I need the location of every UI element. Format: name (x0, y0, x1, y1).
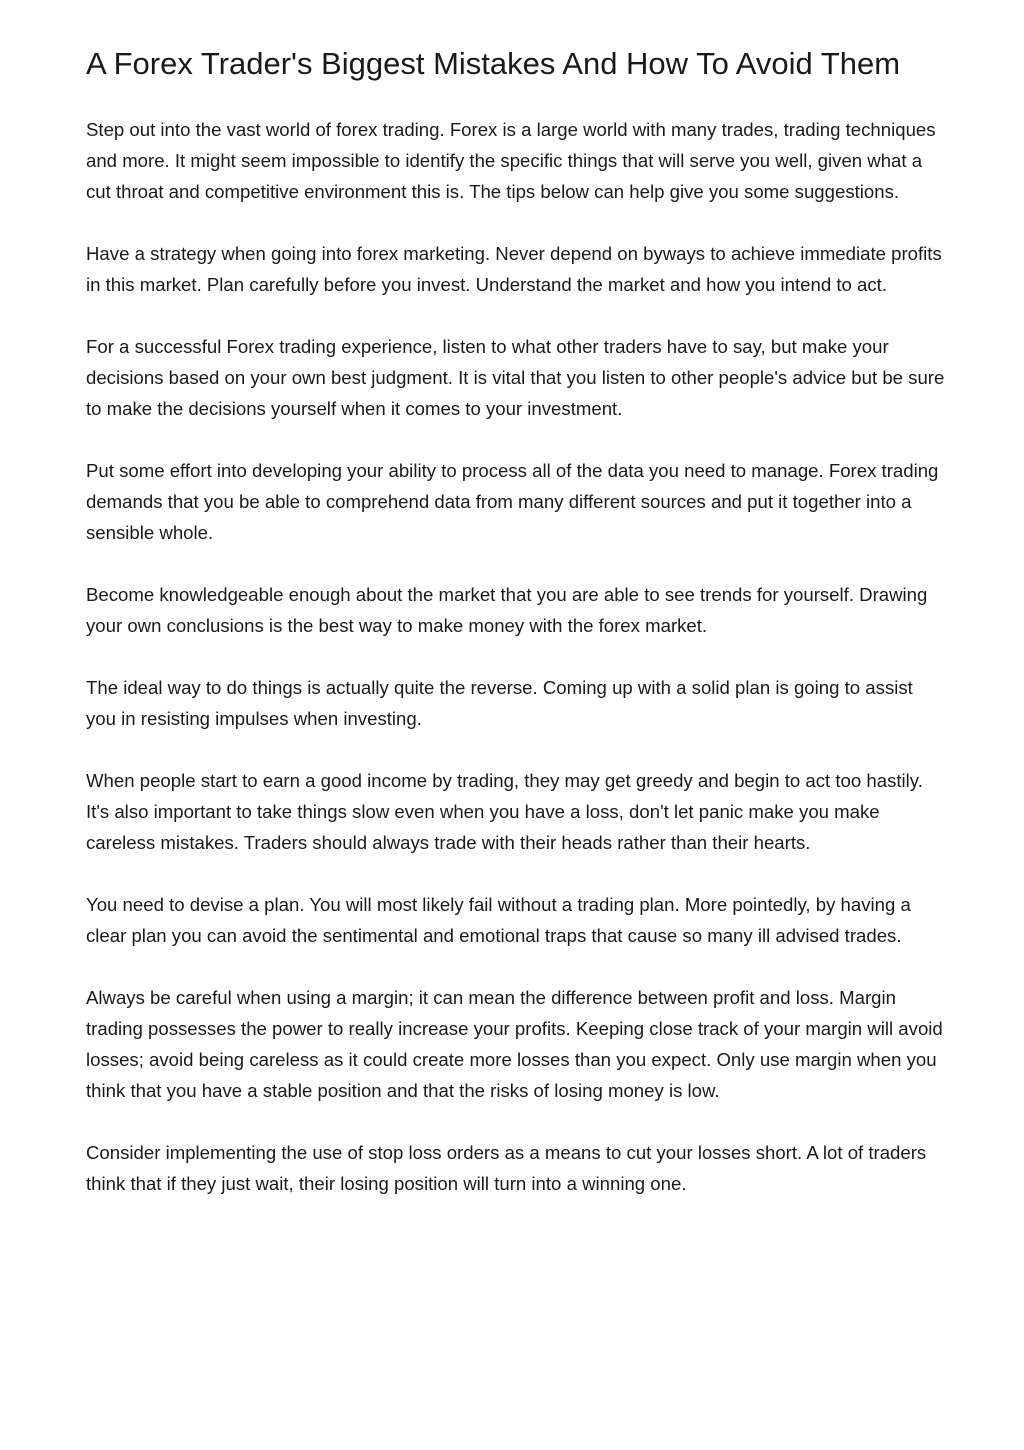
paragraph: Always be careful when using a margin; it can mean the difference between profit and loss. Margin trading possesses the power to really increase your profits. Keeping close track of your margin will avoid losses; avoid being careless as it could create more losses than you expect. Only use margin when you think that you have a stable position and that the risks of losing money is low. (86, 987, 943, 1101)
paragraph: Step out into the vast world of forex trading. Forex is a large world with many trades, trading techniques and more. It might seem impossible to identify the specific things that will serve you well, given what a cut throat and competitive environment this is. The tips below can help give you some suggestions. (86, 119, 936, 202)
paragraph: Consider implementing the use of stop loss orders as a means to cut your losses short. A lot of traders think that if they just wait, their losing position will turn into a winning one. (86, 1142, 927, 1194)
paragraph: Put some effort into developing your ability to process all of the data you need to manage. Forex trading demands that you be able to comprehend data from many different sources and put it together into a sensible whole. (86, 460, 939, 543)
document-title: A Forex Trader's Biggest Mistakes And How To Avoid Them (86, 46, 901, 81)
paragraph: For a successful Forex trading experience, listen to what other traders have to say, but make your decisions based on your own best judgment. It is vital that you listen to other people's advice but be sure to make the decisions yourself when it comes to your investment. (86, 336, 945, 419)
paragraph: When people start to earn a good income by trading, they may get greedy and begin to act too hastily. It's also important to take things slow even when you have a loss, don't let panic make you make careless mistakes. Traders should always trade with their heads rather than their hearts. (86, 770, 923, 853)
paragraph: Have a strategy when going into forex marketing. Never depend on byways to achieve immediate profits in this market. Plan carefully before you invest. Understand the market and how you intend to act. (86, 243, 942, 295)
document-body (86, 114, 946, 1230)
paragraph: You need to devise a plan. You will most likely fail without a trading plan. More pointedly, by having a clear plan you can avoid the sentimental and emotional traps that cause so many ill advised trades. (86, 894, 911, 946)
paragraph: Become knowledgeable enough about the market that you are able to see trends for yourself. Drawing your own conclusions is the best way to make money with the forex market. (86, 584, 928, 636)
paragraph: The ideal way to do things is actually quite the reverse. Coming up with a solid plan is going to assist you in resisting impulses when investing. (86, 677, 913, 729)
